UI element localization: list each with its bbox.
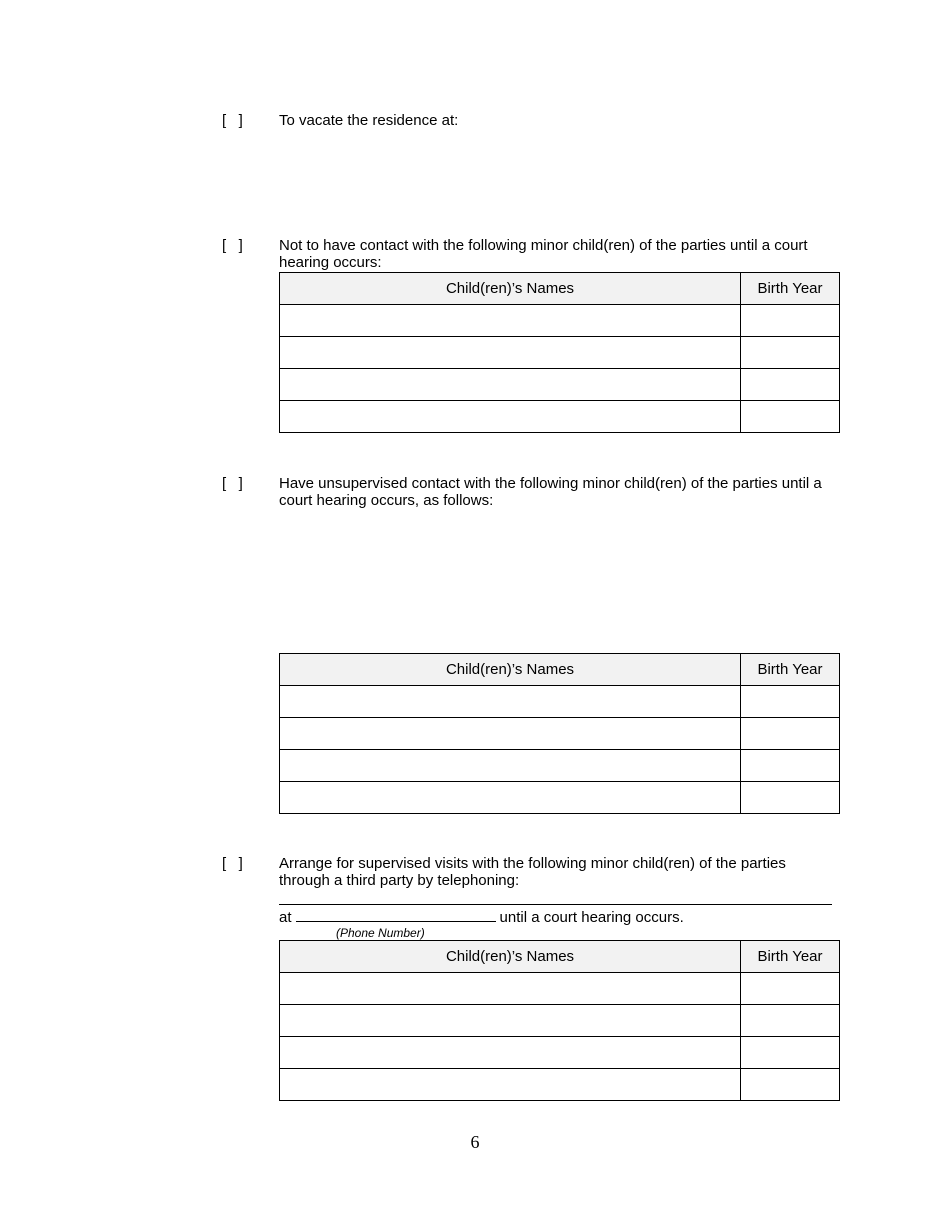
birth-year-column-header: Birth Year xyxy=(741,273,840,305)
phone-number-field[interactable] xyxy=(296,909,496,922)
no-contact-checkbox[interactable]: [ ] xyxy=(222,237,243,254)
child-name-cell[interactable] xyxy=(280,973,741,1005)
child-name-cell[interactable] xyxy=(280,1069,741,1101)
table-row xyxy=(280,305,840,337)
table-row xyxy=(280,1037,840,1069)
birth-year-cell[interactable] xyxy=(741,973,840,1005)
names-column-header: Child(ren)’s Names xyxy=(280,654,741,686)
birth-year-column-header: Birth Year xyxy=(741,941,840,973)
table-row xyxy=(280,369,840,401)
birth-year-cell[interactable] xyxy=(741,1069,840,1101)
birth-year-cell[interactable] xyxy=(741,718,840,750)
at-label: at xyxy=(279,909,292,926)
page-number: 6 xyxy=(470,1132,480,1152)
birth-year-column-header: Birth Year xyxy=(741,654,840,686)
child-name-cell[interactable] xyxy=(280,305,741,337)
table-row xyxy=(280,401,840,433)
birth-year-cell[interactable] xyxy=(741,750,840,782)
table-row xyxy=(280,750,840,782)
table-header-row xyxy=(280,273,840,305)
no-contact-children-table xyxy=(279,272,840,433)
supervised-visits-text: Arrange for supervised visits with the following minor child(ren) of the parties through a third party by telephoning: xyxy=(279,855,786,889)
supervised-visits-checkbox[interactable]: [ ] xyxy=(222,855,243,872)
child-name-cell[interactable] xyxy=(280,1005,741,1037)
birth-year-cell[interactable] xyxy=(741,401,840,433)
unsupervised-children-table xyxy=(279,653,840,814)
third-party-name-field[interactable] xyxy=(279,904,832,905)
names-column-header: Child(ren)’s Names xyxy=(280,273,741,305)
supervised-children-table xyxy=(279,940,840,1101)
child-name-cell[interactable] xyxy=(280,337,741,369)
table-header-row xyxy=(280,654,840,686)
table-header-row xyxy=(280,941,840,973)
birth-year-cell[interactable] xyxy=(741,1005,840,1037)
phone-number-caption: (Phone Number) xyxy=(336,926,425,940)
table-row xyxy=(280,686,840,718)
unsupervised-contact-checkbox[interactable]: [ ] xyxy=(222,475,243,492)
table-row xyxy=(280,973,840,1005)
table-row xyxy=(280,1069,840,1101)
vacate-text: To vacate the residence at: xyxy=(279,112,459,129)
table-row xyxy=(280,1005,840,1037)
child-name-cell[interactable] xyxy=(280,369,741,401)
no-contact-text: Not to have contact with the following minor child(ren) of the parties until a court hearing occurs: xyxy=(279,237,808,271)
table-row xyxy=(280,782,840,814)
table-row xyxy=(280,718,840,750)
vacate-checkbox[interactable]: [ ] xyxy=(222,112,243,129)
phone-line xyxy=(279,909,684,926)
child-name-cell[interactable] xyxy=(280,782,741,814)
birth-year-cell[interactable] xyxy=(741,1037,840,1069)
birth-year-cell[interactable] xyxy=(741,305,840,337)
child-name-cell[interactable] xyxy=(280,718,741,750)
birth-year-cell[interactable] xyxy=(741,337,840,369)
child-name-cell[interactable] xyxy=(280,401,741,433)
child-name-cell[interactable] xyxy=(280,686,741,718)
until-hearing-text: until a court hearing occurs. xyxy=(499,909,684,926)
names-column-header: Child(ren)’s Names xyxy=(280,941,741,973)
birth-year-cell[interactable] xyxy=(741,782,840,814)
table-row xyxy=(280,337,840,369)
child-name-cell[interactable] xyxy=(280,1037,741,1069)
birth-year-cell[interactable] xyxy=(741,686,840,718)
child-name-cell[interactable] xyxy=(280,750,741,782)
unsupervised-contact-text: Have unsupervised contact with the following minor child(ren) of the parties until a court hearing occurs, as follows: xyxy=(279,475,822,509)
birth-year-cell[interactable] xyxy=(741,369,840,401)
